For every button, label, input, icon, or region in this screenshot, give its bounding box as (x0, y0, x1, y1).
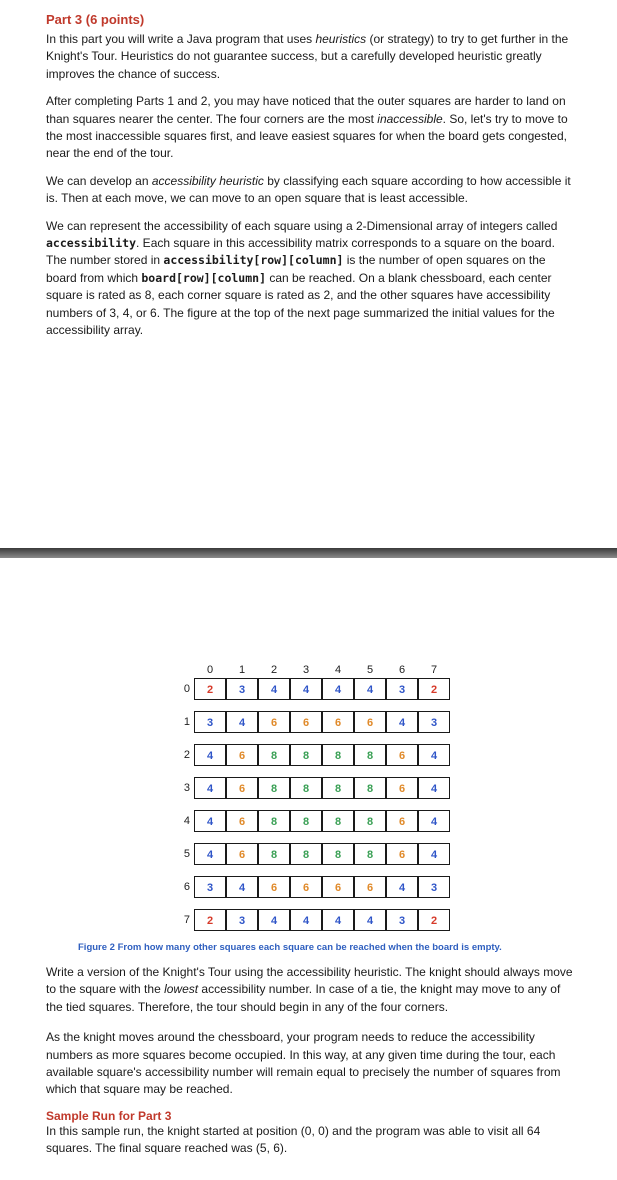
grid-cell: 4 (226, 711, 258, 733)
grid-cell: 6 (386, 777, 418, 799)
row-label-7: 7 (183, 914, 190, 926)
col-label-0: 0 (206, 664, 214, 676)
grid-cell: 8 (322, 744, 354, 766)
para-heuristics: In this part you will write a Java program that uses heuristics (or strategy) to try to get further in the Knight's Tour. Heuristics do not guarantee success, but a carefully developed heuristic greatly improves the chance of success. (46, 32, 569, 81)
grid-cell: 6 (290, 876, 322, 898)
grid-cell: 6 (354, 711, 386, 733)
part3-title: Part 3 (6 points) (46, 12, 145, 27)
grid-cell: 3 (194, 876, 226, 898)
row-label-4: 4 (183, 815, 190, 827)
page-break-divider (0, 548, 617, 558)
figure-caption: Figure 2 From how many other squares each square can be reached when the board is empty. (78, 942, 502, 953)
grid-cell: 4 (194, 843, 226, 865)
grid-cell: 4 (322, 909, 354, 931)
grid-cell: 6 (386, 744, 418, 766)
grid-cell: 6 (258, 876, 290, 898)
grid-cell: 8 (322, 777, 354, 799)
grid-cell: 3 (418, 876, 450, 898)
grid-cell: 8 (258, 777, 290, 799)
grid-cell: 8 (258, 843, 290, 865)
grid-cell: 4 (194, 810, 226, 832)
grid-cell: 4 (354, 909, 386, 931)
grid-cell: 8 (322, 810, 354, 832)
grid-cell: 2 (194, 909, 226, 931)
para-accessibility-heuristic: We can develop an accessibility heuristic by classifying each square according to how accessible it is. Then at each move, we can move to an open square that is least accessible. (46, 173, 571, 206)
grid-cell: 6 (226, 843, 258, 865)
grid-cell: 4 (322, 678, 354, 700)
row-label-6: 6 (183, 881, 190, 893)
row-label-2: 2 (183, 749, 190, 761)
grid-cell: 4 (386, 711, 418, 733)
grid-cell: 8 (290, 810, 322, 832)
col-label-6: 6 (398, 664, 406, 676)
col-label-4: 4 (334, 664, 342, 676)
part3-section (46, 12, 576, 340)
grid-cell: 6 (226, 810, 258, 832)
row-label-3: 3 (183, 782, 190, 794)
para-lowest: Write a version of the Knight's Tour using the accessibility heuristic. The knight should always move to the square with the lowest accessibility number. In case of a tie, the knight may move to any of the tied squares. Therefore, the tour should begin in any of the four corners. (46, 965, 573, 1014)
sample-run-text: In this sample run, the knight started at position (0, 0) and the program was able to visit all 64 squares. The final square reached was (5, 6). (46, 1123, 541, 1156)
grid-cell: 3 (226, 909, 258, 931)
grid-cell: 4 (258, 678, 290, 700)
grid-cell: 6 (322, 711, 354, 733)
grid-cell: 8 (354, 843, 386, 865)
grid-cell: 3 (418, 711, 450, 733)
para-reduce: As the knight moves around the chessboard, your program needs to reduce the accessibility numbers as more squares become occupied. In this way, at any given time during the tour, each available square's accessibility number will remain equal to precisely the number of squares from which that square may be reached. (46, 1030, 561, 1097)
col-label-1: 1 (238, 664, 246, 676)
grid-cell: 3 (226, 678, 258, 700)
grid-cell: 8 (354, 777, 386, 799)
grid-cell: 6 (386, 843, 418, 865)
grid-cell: 6 (226, 777, 258, 799)
grid-cell: 4 (290, 678, 322, 700)
grid-cell: 4 (418, 843, 450, 865)
grid-cell: 4 (354, 678, 386, 700)
grid-cell: 3 (194, 711, 226, 733)
grid-cell: 2 (418, 678, 450, 700)
grid-cell: 4 (418, 810, 450, 832)
grid-cell: 4 (258, 909, 290, 931)
grid-cell: 3 (386, 909, 418, 931)
row-label-5: 5 (183, 848, 190, 860)
grid-cell: 8 (258, 744, 290, 766)
grid-cell: 2 (418, 909, 450, 931)
grid-cell: 4 (418, 777, 450, 799)
sample-run-title: Sample Run for Part 3 (46, 1108, 172, 1123)
grid-cell: 6 (322, 876, 354, 898)
grid-cell: 8 (290, 744, 322, 766)
grid-cell: 8 (354, 744, 386, 766)
grid-cell: 4 (194, 777, 226, 799)
grid-cell: 6 (258, 711, 290, 733)
grid-cell: 8 (258, 810, 290, 832)
grid-cell: 2 (194, 678, 226, 700)
grid-cell: 6 (226, 744, 258, 766)
grid-cell: 6 (290, 711, 322, 733)
col-label-3: 3 (302, 664, 310, 676)
grid-cell: 6 (386, 810, 418, 832)
grid-cell: 8 (322, 843, 354, 865)
grid-cell: 4 (386, 876, 418, 898)
col-label-2: 2 (270, 664, 278, 676)
grid-cell: 4 (418, 744, 450, 766)
col-label-5: 5 (366, 664, 374, 676)
grid-cell: 8 (290, 777, 322, 799)
col-label-7: 7 (430, 664, 438, 676)
grid-cell: 4 (290, 909, 322, 931)
para-array: We can represent the accessibility of each square using a 2-Dimensional array of integers called accessibility. Each square in this accessibility matrix corresponds to a square on the board. The number stored in accessibility[row][column] is the number of open squares on the board from which board[row][column] can be reached. On a blank chessboard, each center square is rated as 8, each corner square is rated as 2, and the other squares have accessibility numbers of 3, 4, or 6. The figure at the top of the next page summarized the initial values for the accessibility array. (46, 218, 558, 338)
para-corners: After completing Parts 1 and 2, you may have noticed that the outer squares are harder to land on than squares nearer the center. The four corners are the most inaccessible. So, let's try to move to the most inaccessible squares first, and leave easiest squares for when the board gets congested, near the end of the tour. (46, 94, 568, 161)
grid-cell: 8 (354, 810, 386, 832)
grid-cell: 4 (226, 876, 258, 898)
grid-cell: 6 (354, 876, 386, 898)
grid-cell: 3 (386, 678, 418, 700)
grid-cell: 4 (194, 744, 226, 766)
row-label-1: 1 (183, 716, 190, 728)
row-label-0: 0 (183, 683, 190, 695)
after-section (46, 964, 576, 1158)
grid-cell: 8 (290, 843, 322, 865)
